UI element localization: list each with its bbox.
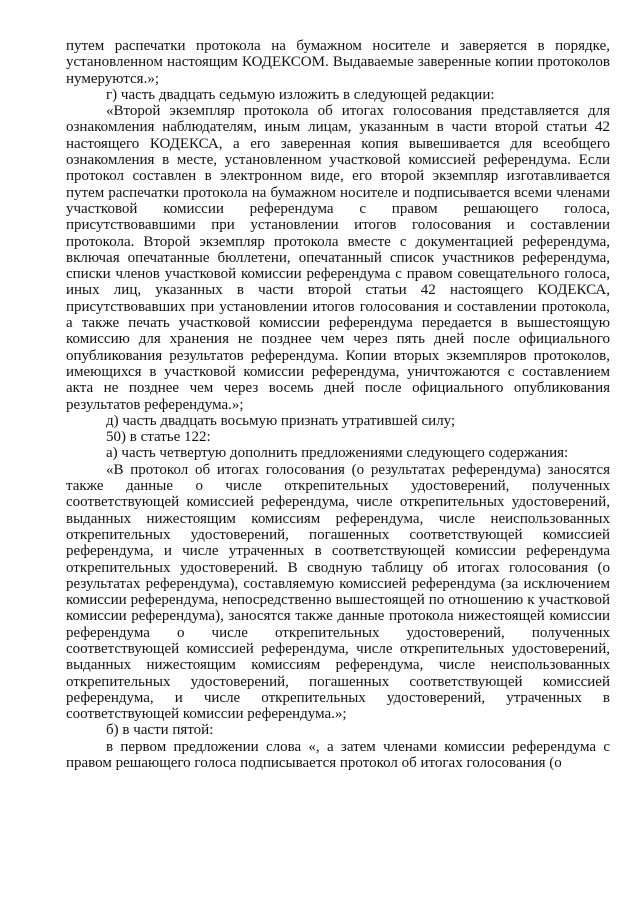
paragraph-quote-protocol: «В протокол об итогах голосования (о результатах референдума) заносятся также данные о числе открепительных удостоверений, полученных соответствующей комиссией референдума, числе открепительных удостоверений, выданных нижестоящим комиссиям референдума, числе неиспользованных открепительных удостоверений, погашенных соответствующей комиссией референдума, и числе утраченных в соответствующей комиссии референдума открепительных удостоверений. В сводную таблицу об итогах голосования (о результатах референдума), составляемую комиссией референдума (за исключением комиссии референдума, непосредственно вышестоящей по отношению к участковой комиссии референдума), заносятся также данные протокола нижестоящей комиссии референдума о числе открепительных удостоверений, полученных соответствующей комиссией референдума, числе открепительных удостоверений, выданных нижестоящим комиссиям референдума, числе неиспользованных открепительных удостоверений, погашенных соответствующей комиссией референдума, и числе открепительных удостоверений, утраченных в соответствующей комиссии референдума.»; <box>66 461 610 723</box>
paragraph-continuation: путем распечатки протокола на бумажном носителе и заверяется в порядке, установленном настоящим КОДЕКСОМ. Выдаваемые заверенные копии протоколов нумеруются.»; <box>66 38 610 87</box>
document-page <box>66 38 610 771</box>
paragraph-item-a: а) часть четвертую дополнить предложениями следующего содержания: <box>106 445 569 462</box>
paragraph-item-g: г) часть двадцать седьмую изложить в следующей редакции: <box>106 86 495 103</box>
paragraph-item-b: б) в части пятой: <box>106 722 214 739</box>
paragraph-item-50: 50) в статье 122: <box>106 429 211 446</box>
paragraph-first-sentence: в первом предложении слова «, а затем членами комиссии референдума с правом решающего голоса подписывается протокол об итогах голосования (о <box>66 738 610 772</box>
paragraph-item-d: д) часть двадцать восьмую признать утратившей силу; <box>106 412 456 429</box>
paragraph-quote-second-copy: «Второй экземпляр протокола об итогах голосования представляется для ознакомления наблюдателям, иным лицам, указанным в части второй статьи 42 настоящего КОДЕКСА, а его заверенная копия вывешивается для всеобщего ознакомления в месте, установленном участковой комиссией референдума. Если протокол составлен в электронном виде, его второй экземпляр изготавливается путем распечатки протокола на бумажном носителе и подписывается всеми членами участковой комиссии референдума с правом решающего голоса, присутствовавшими при установлении итогов голосования и составлении протокола. Второй экземпляр протокола вместе с документацией референдума, включая опечатанные бюллетени, опечатанный список участников референдума, списки членов участковой комиссии референдума с правом совещательного голоса, иных лиц, указанных в части второй статьи 42 настоящего КОДЕКСА, присутствовавших при установлении итогов голосования и составлении протокола, а также печать участковой комиссии референдума передается в вышестоящую комиссию для хранения не позднее чем через пять дней после официального опубликования результатов референдума. Копии вторых экземпляров протоколов, имеющихся в участковой комиссии референдума, уничтожаются с составлением акта не позднее чем через восемь дней после официального опубликования результатов референдума.»; <box>66 103 610 413</box>
